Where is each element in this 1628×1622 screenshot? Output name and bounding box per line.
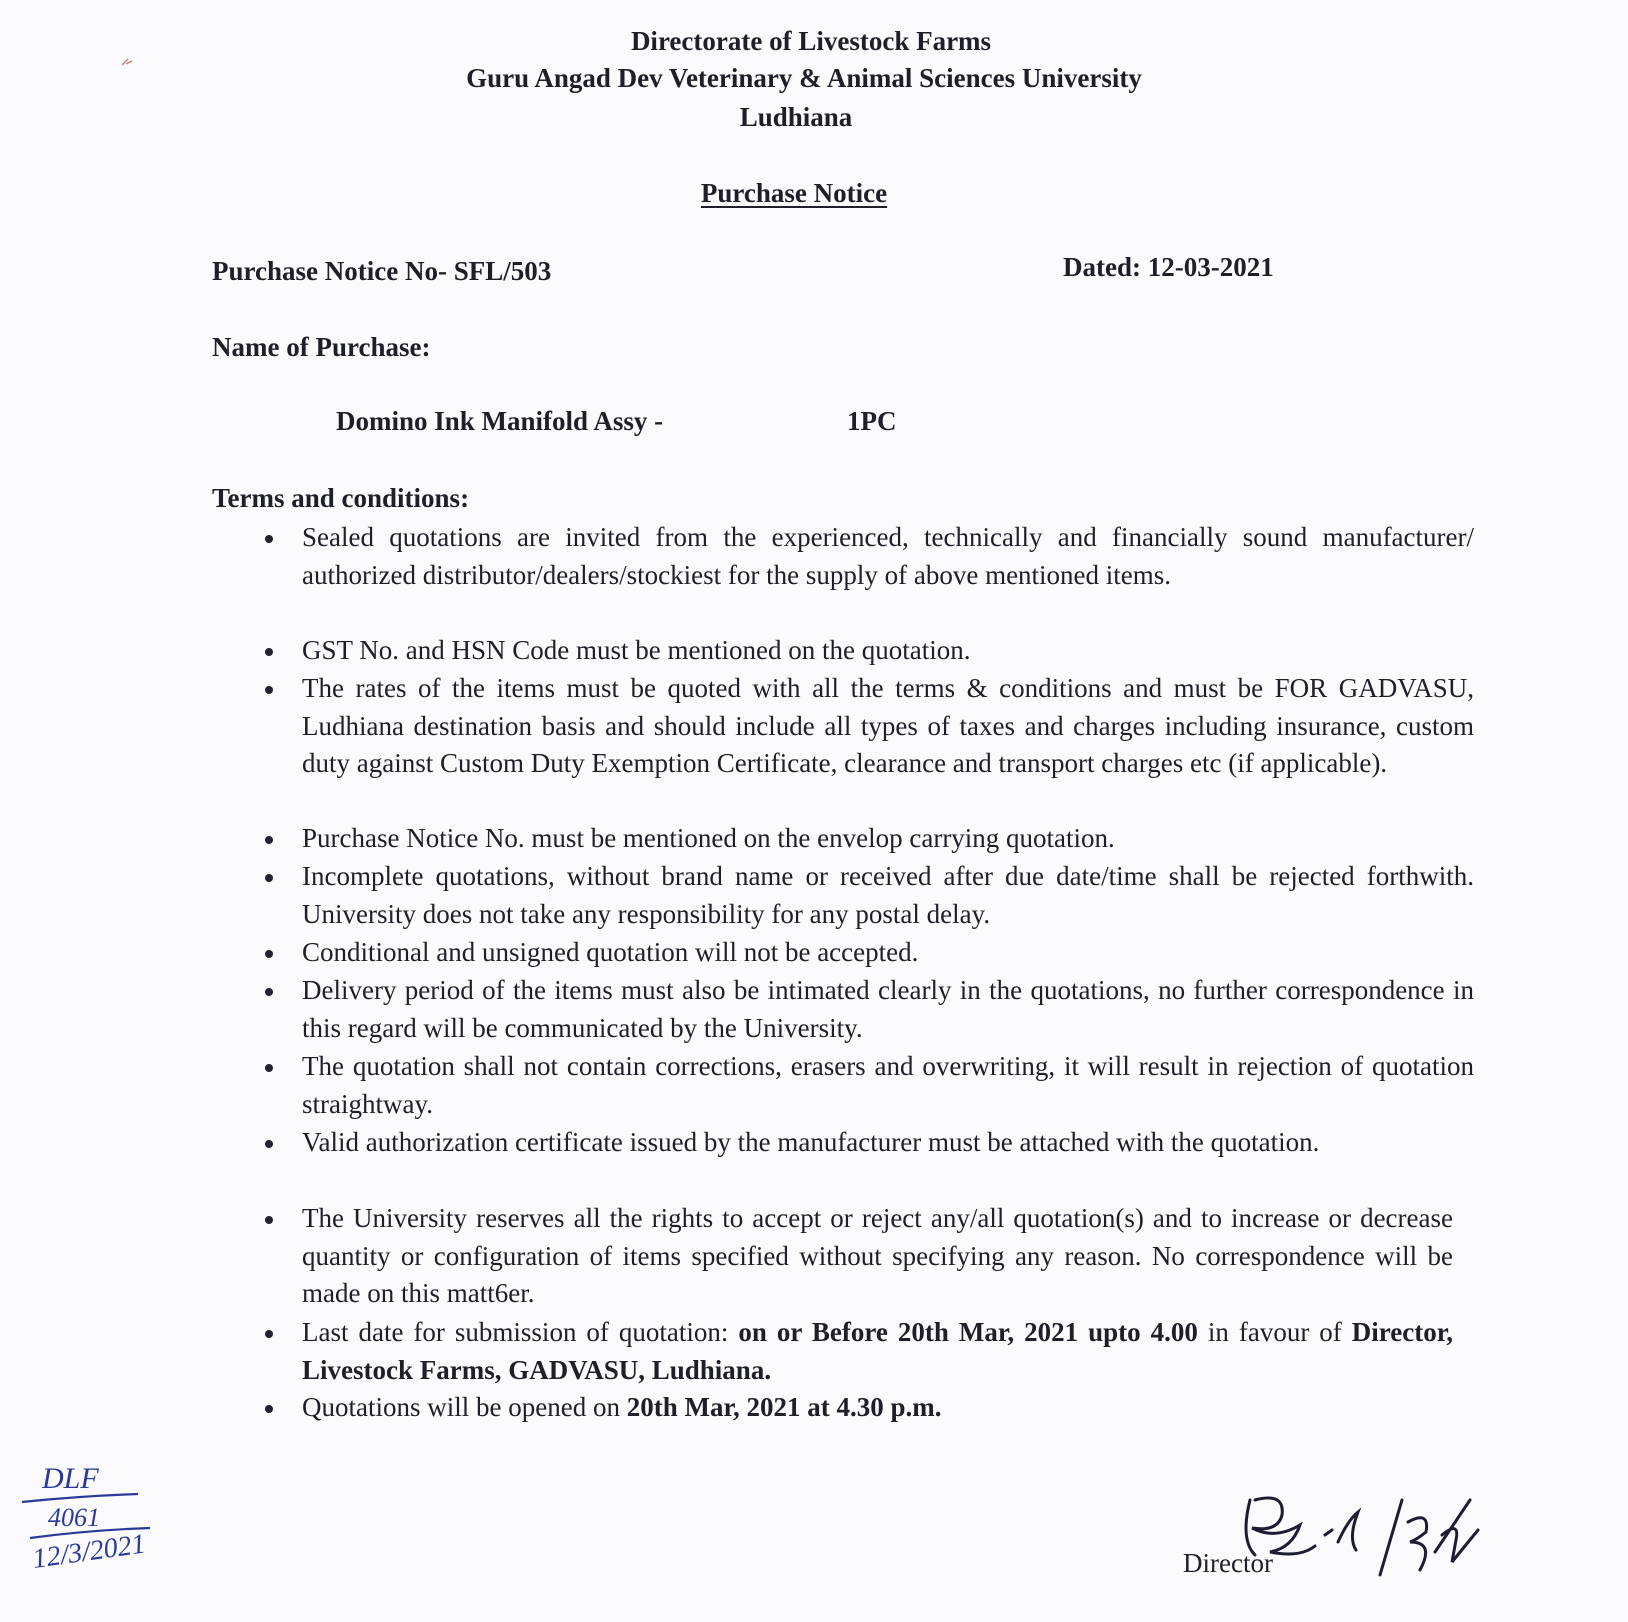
notice-number: Purchase Notice No- SFL/503 bbox=[212, 256, 552, 286]
term-item-deadline bbox=[302, 1314, 1453, 1389]
deadline-text: Last date for submission of quotation: bbox=[302, 1317, 739, 1347]
term-item: Conditional and unsigned quotation will not be accepted. bbox=[302, 934, 1474, 972]
purchase-name-label: Name of Purchase: bbox=[212, 332, 431, 362]
terms-heading: Terms and conditions: bbox=[212, 483, 470, 513]
term-item: Valid authorization certificate issued by the manufacturer must be attached with the quotation. bbox=[302, 1124, 1474, 1162]
term-item: Purchase Notice No. must be mentioned on the envelop carrying quotation. bbox=[302, 820, 1474, 858]
deadline-favour-text: in favour of bbox=[1197, 1317, 1352, 1347]
opening-date: 20th Mar, 2021 at 4.30 p.m. bbox=[626, 1392, 942, 1422]
receipt-stamp bbox=[20, 1458, 220, 1578]
header-directorate: Directorate of Livestock Farms bbox=[630, 26, 992, 56]
document-title-text: Purchase Notice bbox=[700, 178, 888, 208]
term-item: GST No. and HSN Code must be mentioned on the quotation. bbox=[302, 632, 1474, 670]
signature-handwritten-date: 12/3/21 bbox=[1230, 1480, 1234, 1481]
opening-text: Quotations will be opened on bbox=[302, 1392, 627, 1422]
header-city: Ludhiana bbox=[739, 102, 853, 132]
term-item: The rates of the items must be quoted with all the terms & conditions and must be FOR GADVASU, Ludhiana destination basis and should include all types of taxes and charges including insurance, custom duty against Custom Duty Exemption Certificate, clearance and transport charges etc (if applicable). bbox=[302, 670, 1474, 783]
header-university: Guru Angad Dev Veterinary & Animal Sciences University bbox=[466, 63, 1142, 93]
stamp-line2: 4061 bbox=[48, 1503, 100, 1532]
notice-date: Dated: 12-03-2021 bbox=[1063, 252, 1274, 282]
purchase-quantity: 1PC bbox=[847, 406, 897, 436]
deadline-date: on or Before 20th Mar, 2021 upto 4.00 bbox=[738, 1317, 1198, 1347]
term-item: The quotation shall not contain corrections, erasers and overwriting, it will result in rejection of quotation straightway. bbox=[302, 1048, 1474, 1123]
stamp-line3: 12/3/2021 bbox=[30, 1528, 148, 1575]
pen-mark-icon bbox=[120, 55, 140, 69]
term-item: Incomplete quotations, without brand name or received after due date/time shall be rejected forthwith. University does not take any responsibility for any postal delay. bbox=[302, 858, 1474, 933]
deadline-addressee: Director, Livestock Farms, GADVASU, Ludhiana. bbox=[302, 1317, 1454, 1385]
stamp-line1: DLF bbox=[42, 1462, 99, 1495]
term-item: Sealed quotations are invited from the experienced, technically and financially sound manufacturer/ authorized distributor/dealers/stockiest for the supply of above mentioned items. bbox=[302, 519, 1474, 594]
term-item: The University reserves all the rights to accept or reject any/all quotation(s) and to increase or decrease quantity or configuration of items specified without specifying any reason. No correspondence will be made on this matt6er. bbox=[302, 1200, 1453, 1313]
term-item-opening bbox=[302, 1389, 1453, 1427]
purchase-item: Domino Ink Manifold Assy - bbox=[336, 406, 664, 436]
signatory-title: Director bbox=[1183, 1548, 1273, 1578]
term-item: Delivery period of the items must also be intimated clearly in the quotations, no further correspondence in this regard will be communicated by the University. bbox=[302, 972, 1474, 1047]
